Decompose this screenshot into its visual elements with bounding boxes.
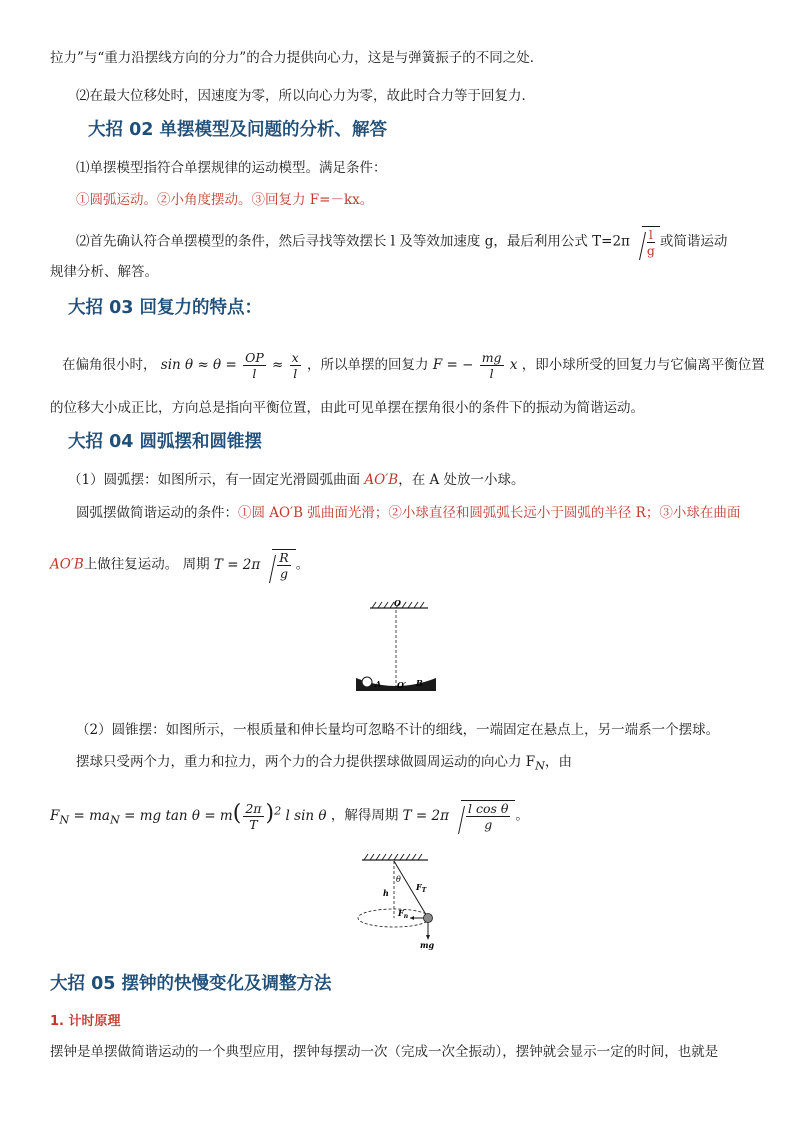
heading-03: 大招 03 回复力的特点： <box>68 298 263 318</box>
s04-paragraph-2 <box>76 503 740 523</box>
s03-paragraph-1c: ，即小球所受的回复力与它偏离平衡位置 <box>521 357 765 373</box>
fig1-label-oprime: O′ <box>397 680 407 690</box>
s04-paragraph-5a: 摆球只受两个力，重力和拉力，两个力的合力提供摆球做圆周运动的向心力 F <box>76 754 536 770</box>
s05-paragraph-1: 摆钟是单摆做简谐运动的一个典型应用，摆钟每摆动一次（完成一次全振动），摆钟就会显示一定的时间，也就是 <box>50 1044 719 1060</box>
conical-period-formula: T = 2π $\frac{\text{l cos θ}}{g}$ <box>403 808 516 824</box>
restoring-force-formula: F = − $\frac{mg}{l}$ x <box>432 350 518 381</box>
heading-05: 大招 05 摆钟的快慢变化及调整方法 <box>50 974 332 994</box>
s03-paragraph-2: 的位移大小成正比，方向总是指向平衡位置，由此可见单摆在摆角很小的条件下的振动为简谐运动。 <box>50 400 644 416</box>
s02-paragraph-1: ⑴单摆模型指符合单摆规律的运动模型。满足条件： <box>76 160 387 176</box>
s04-paragraph-1b: ，在 A 处放一小球。 <box>398 472 525 488</box>
arc-label-2: AO′B <box>50 556 84 573</box>
s03-paragraph-1b: ，所以单摆的回复力 <box>307 357 429 373</box>
s02-paragraph-3b: 或简谐运动 <box>659 233 728 250</box>
s04-paragraph-1 <box>68 470 525 490</box>
fig1-label-b: B <box>416 678 423 688</box>
s04-paragraph-5: 摆球只受两个力，重力和拉力，两个力的合力提供摆球做圆周运动的向心力 $F_N$，由 <box>76 754 573 773</box>
s03-paragraph-1a: 在偏角很小时， <box>62 357 157 373</box>
s04-paragraph-3: AO′B上做往复运动。 周期 T = 2π $\frac{R}{g}$ 。 <box>50 550 310 581</box>
arc-label: AO′B <box>364 472 399 488</box>
period-formula-sqrt: $\frac{l}{g}$ <box>632 226 660 258</box>
paragraph-intro-1: 拉力”与“重力沿摆线方向的分力”的合力提供向心力，这是与弹簧振子的不同之处． <box>50 50 544 66</box>
s02-paragraph-3a: ⑵首先确认符合单摆模型的条件，然后寻找等效摆长 l 及等效加速度 g，最后利用公式 T=2π <box>76 233 630 250</box>
s04-paragraph-6: $F_N = ma_N$ = mg tan θ = m( $\frac{2\pi}{T}$ )$^2$ l sin θ ，解得周期 T = 2π $\frac{\text{l cos θ}}{g}$ 。 <box>50 800 529 832</box>
s04-paragraph-2a: 圆弧摆做简谐运动的条件： <box>76 505 238 521</box>
s04-paragraph-3b: 上做往复运动。 周期 <box>83 556 210 573</box>
fig2-label-mg: mg <box>420 940 435 950</box>
arc-period-formula: T = 2π $\frac{R}{g}$ <box>214 557 296 573</box>
conical-pendulum-figure <box>350 852 440 952</box>
s02-paragraph-4: 规律分析、解答。 <box>50 264 158 280</box>
fig2-label-fn: $F_n$ <box>398 908 409 920</box>
s02-conditions: ①圆弧运动。②小角度摆动。③回复力 F=－kx。 <box>76 192 374 208</box>
s03-paragraph-1 <box>62 350 765 381</box>
s04-paragraph-6b: ，解得周期 <box>330 807 399 824</box>
s04-paragraph-5b: ，由 <box>545 754 573 770</box>
fig1-label-o: O <box>394 598 401 608</box>
s04-conditions: ①圆 AO′B 弧曲面光滑；②小球直径和圆弧弧长远小于圆弧的半径 R；③小球在曲面 <box>238 505 741 521</box>
paragraph-intro-2: ⑵在最大位移处时，因速度为零，所以向心力为零，故此时合力等于回复力． <box>76 88 535 104</box>
heading-04: 大招 04 圆弧摆和圆锥摆 <box>68 432 263 452</box>
heading-02: 大招 02 单摆模型及问题的分析、解答 <box>88 120 388 140</box>
s05-subheading: 1. 计时原理 <box>50 1014 121 1029</box>
fig2-label-h: h <box>383 888 389 898</box>
s04-paragraph-4: （2）圆锥摆：如图所示，一根质量和伸长量均可忽略不计的细线，一端固定在悬点上，另一端系一个摆球。 <box>76 722 720 738</box>
s02-paragraph-3 <box>76 226 727 258</box>
fig2-label-ft: $F_T$ <box>416 882 427 894</box>
arc-pendulum-figure <box>350 598 446 698</box>
fig1-label-a: A <box>375 679 382 689</box>
s04-paragraph-1a: （1）圆弧摆：如图所示，有一固定光滑圆弧曲面 <box>68 472 361 488</box>
sin-approx-formula: sin θ ≈ θ = $\frac{OP}{l}$ ≈ $\frac{x}{l}$ <box>160 350 299 381</box>
fig2-label-theta: θ <box>396 875 401 884</box>
conical-force-formula: $F_N = ma_N$ = mg tan θ = m( $\frac{2\pi}{T}$ )$^2$ l sin θ <box>50 800 327 832</box>
